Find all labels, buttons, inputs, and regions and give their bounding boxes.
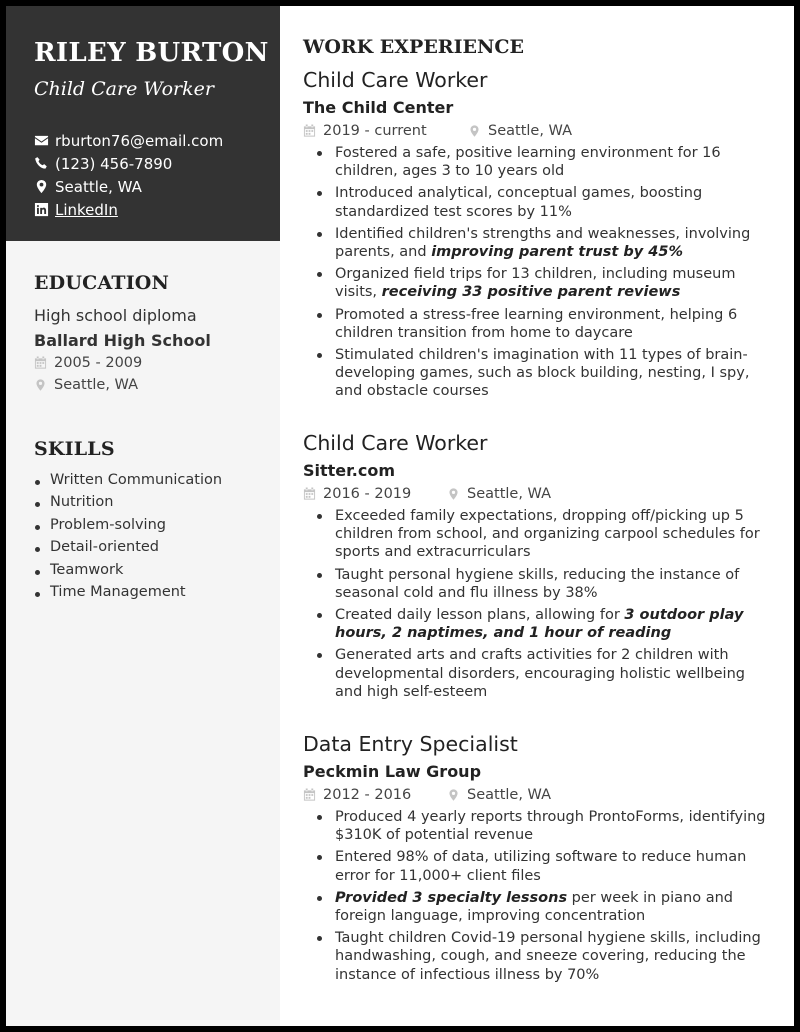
skill-item: Written Communication: [34, 472, 222, 494]
job-location: Seattle, WA: [467, 486, 552, 502]
phone-text[interactable]: (123) 456-7890: [55, 154, 173, 173]
job-entry: [303, 68, 773, 405]
candidate-name: RILEY BURTON: [34, 38, 269, 68]
job-bullet: Created daily lesson plans, allowing for 3 outdoor play hours, 2 naptimes, and 1 hour of reading: [303, 606, 773, 642]
contact-linkedin: [34, 198, 223, 221]
job-bullet: Introduced analytical, conceptual games, boosting standardized test scores by 11%: [303, 184, 773, 220]
email-text[interactable]: rburton76@email.com: [55, 131, 224, 150]
location-text: Seattle, WA: [55, 177, 142, 196]
job-location: Seattle, WA: [467, 787, 552, 803]
job-company: Sitter.com: [303, 461, 395, 480]
linkedin-icon: [34, 202, 49, 217]
job-company: The Child Center: [303, 98, 454, 117]
resume-page: [6, 6, 794, 1026]
phone-icon: [34, 156, 49, 171]
job-bullet: Fostered a safe, positive learning environment for 16 children, ages 3 to 10 years old: [303, 144, 773, 180]
skills-heading: SKILLS: [34, 438, 115, 460]
job-bullet: Taught personal hygiene skills, reducing the instance of seasonal cold and flu illness by 38%: [303, 566, 773, 602]
skill-item: Detail-oriented: [34, 539, 222, 561]
linkedin-link[interactable]: LinkedIn: [55, 200, 118, 219]
job-location-group: [447, 787, 551, 803]
calendar-icon: [34, 356, 47, 370]
job-bullet: Identified children's strengths and weaknesses, involving parents, and improving parent trust by 45%: [303, 225, 773, 261]
education-dates-row: [34, 352, 211, 374]
education-location-row: [34, 374, 211, 396]
map-pin-icon: [34, 179, 49, 194]
skill-item: Teamwork: [34, 562, 222, 584]
job-bullet: Taught children Covid-19 personal hygiene skills, including handwashing, cough, and sneeze covering, reducing the instance of infectious illness by 70%: [303, 929, 773, 984]
job-title: Child Care Worker: [303, 431, 488, 455]
contact-list: [34, 129, 223, 221]
job-title: Child Care Worker: [303, 68, 488, 92]
calendar-icon: [303, 788, 316, 802]
calendar-icon: [303, 487, 316, 501]
job-bullet: Exceeded family expectations, dropping off/picking up 5 children from school, and organizing carpool schedules for sports and extracurriculars: [303, 507, 773, 562]
map-pin-icon: [447, 487, 460, 501]
job-location-group: [468, 123, 572, 139]
job-bullet: Provided 3 specialty lessons per week in piano and foreign language, improving concentration: [303, 889, 773, 925]
contact-email: [34, 129, 223, 152]
envelope-icon: [34, 133, 49, 148]
job-dates-group: [303, 787, 447, 803]
job-bullet: Organized field trips for 13 children, including museum visits, receiving 33 positive parent reviews: [303, 265, 773, 301]
job-dates-group: [303, 123, 468, 139]
work-experience-heading: WORK EXPERIENCE: [303, 36, 524, 58]
job-bullet: Produced 4 yearly reports through ProntoForms, identifying $310K of potential revenue: [303, 808, 773, 844]
skill-item: Time Management: [34, 584, 222, 606]
map-pin-icon: [34, 378, 47, 392]
job-bullets: [303, 808, 773, 984]
job-dates: 2016 - 2019: [323, 486, 412, 502]
map-pin-icon: [447, 788, 460, 802]
education-section: [34, 272, 211, 396]
education-heading: EDUCATION: [34, 272, 170, 294]
job-dates-group: [303, 486, 447, 502]
education-degree: High school diploma: [34, 306, 197, 325]
job-meta: [303, 484, 773, 504]
job-entry: [303, 431, 773, 705]
job-bullets: [303, 144, 773, 401]
candidate-title: Child Care Worker: [34, 78, 214, 100]
contact-location: [34, 175, 223, 198]
job-meta: [303, 785, 773, 805]
sidebar: [6, 6, 280, 1026]
header-block: [6, 6, 280, 241]
job-bullet: Entered 98% of data, utilizing software to reduce human error for 11,000+ client files: [303, 848, 773, 884]
contact-phone: [34, 152, 223, 175]
job-bullet: Promoted a stress-free learning environment, helping 6 children transition from home to daycare: [303, 306, 773, 342]
job-location-group: [447, 486, 551, 502]
job-entry: [303, 732, 773, 988]
education-location: Seattle, WA: [54, 377, 139, 393]
skill-item: Nutrition: [34, 494, 222, 516]
skills-list: [34, 472, 222, 606]
job-bullet: Generated arts and crafts activities for 2 children with developmental disorders, encouraging holistic wellbeing and high self-esteem: [303, 646, 773, 701]
job-location: Seattle, WA: [488, 123, 573, 139]
job-bullet: Stimulated children's imagination with 11 types of brain-developing games, such as block building, nesting, I spy, and obstacle courses: [303, 346, 773, 401]
skill-item: Problem-solving: [34, 517, 222, 539]
job-meta: [303, 121, 773, 141]
job-dates: 2019 - current: [323, 123, 427, 139]
calendar-icon: [303, 124, 316, 138]
job-title: Data Entry Specialist: [303, 732, 518, 756]
education-school: Ballard High School: [34, 331, 211, 350]
education-dates: 2005 - 2009: [54, 355, 143, 371]
map-pin-icon: [468, 124, 481, 138]
job-company: Peckmin Law Group: [303, 762, 482, 781]
job-bullets: [303, 507, 773, 701]
skills-section: [34, 438, 222, 606]
job-dates: 2012 - 2016: [323, 787, 412, 803]
